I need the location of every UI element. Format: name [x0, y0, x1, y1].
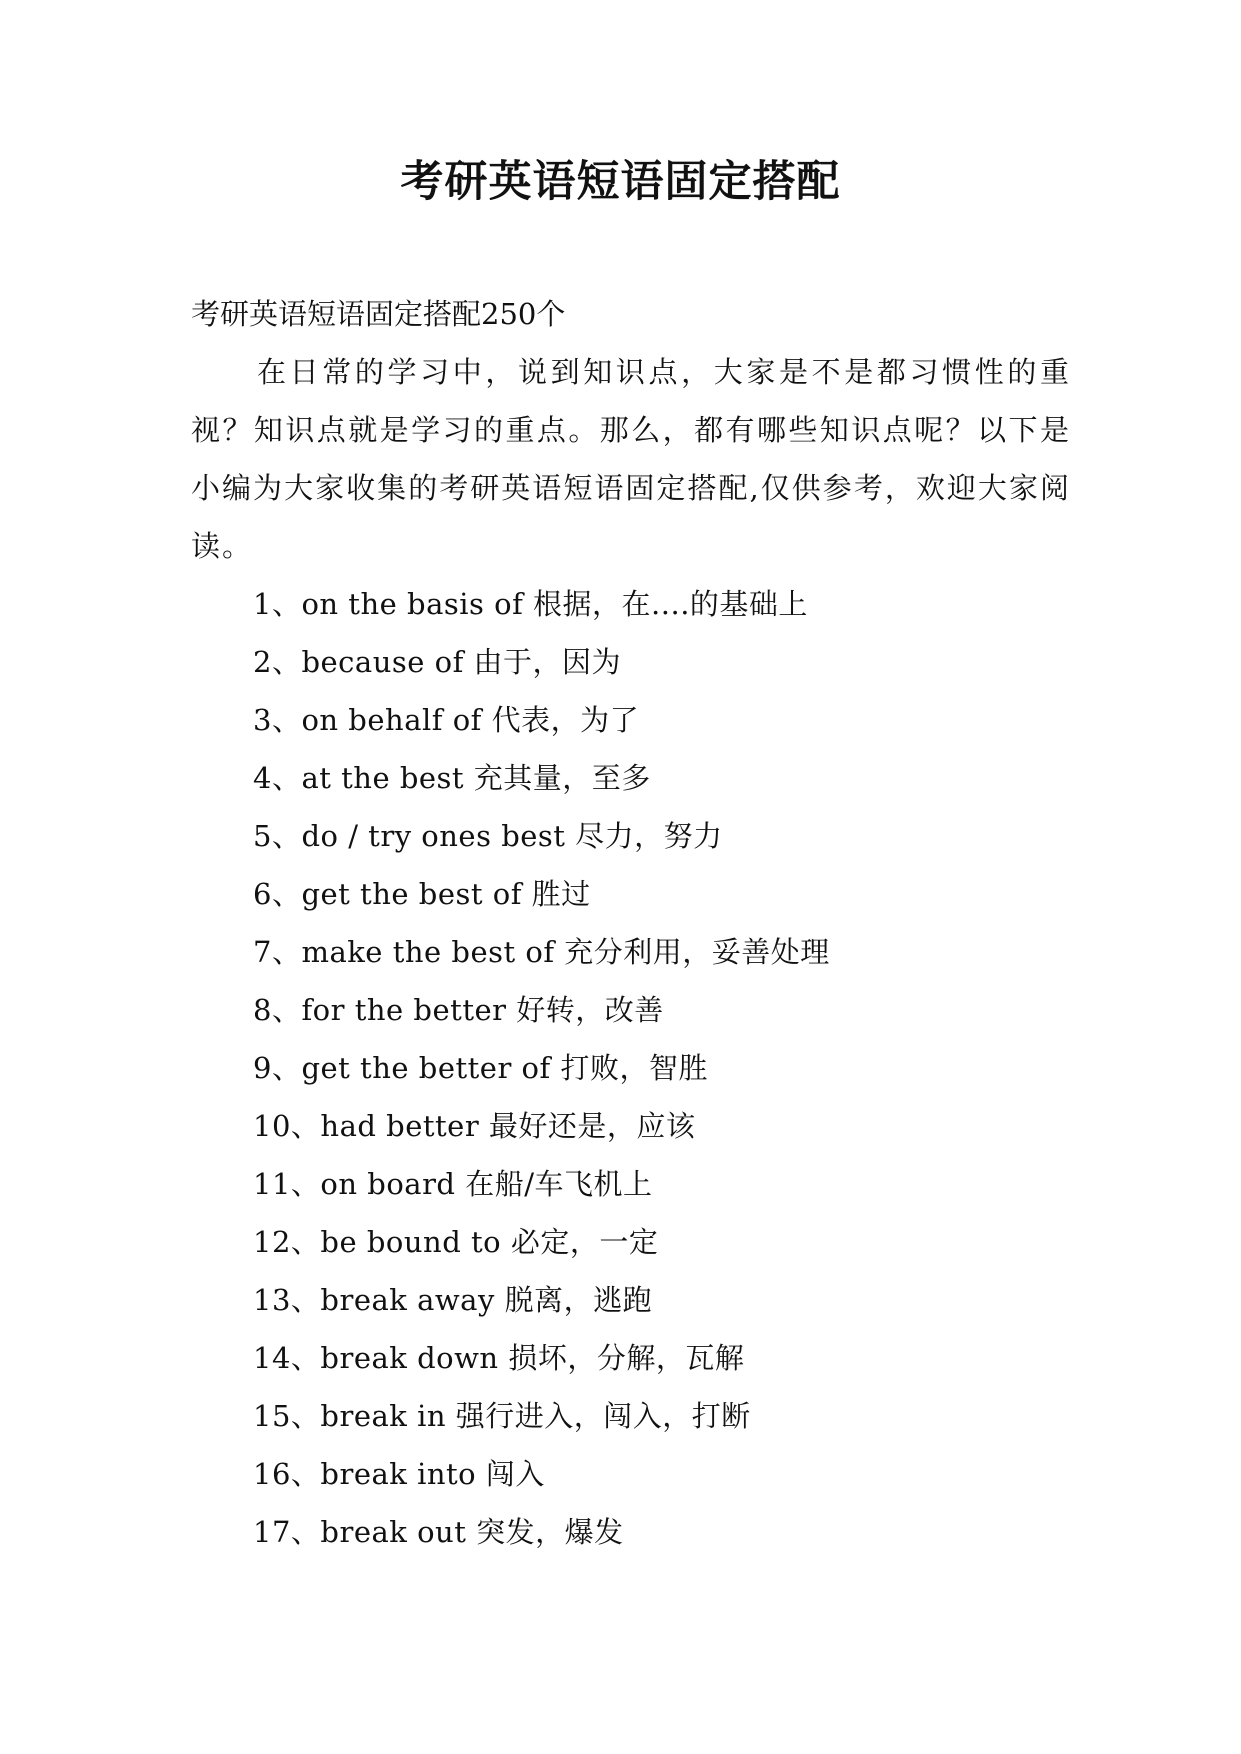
list-item: 9、get the better of 打败，智胜	[253, 1051, 708, 1085]
list-item: 11、on board 在船/车飞机上	[253, 1167, 653, 1201]
list-item: 10、had better 最好还是，应该	[253, 1109, 696, 1143]
list-item: 7、make the best of 充分利用，妥善处理	[253, 935, 830, 969]
document-body	[191, 285, 1071, 1561]
list-item: 4、at the best 充其量，至多	[253, 761, 651, 795]
list-item: 15、break in 强行进入，闯入，打断	[253, 1399, 751, 1433]
phrase-list	[191, 575, 1071, 1561]
list-item: 14、break down 损坏，分解，瓦解	[253, 1341, 745, 1375]
list-item: 12、be bound to 必定，一定	[253, 1225, 659, 1259]
document-title: 考研英语短语固定搭配	[400, 157, 841, 207]
list-item: 5、do / try ones best 尽力，努力	[253, 819, 723, 853]
list-item: 2、because of 由于，因为	[253, 645, 622, 679]
list-item: 16、break into 闯入	[253, 1457, 545, 1491]
list-item: 3、on behalf of 代表，为了	[253, 703, 640, 737]
list-item: 17、break out 突发，爆发	[253, 1515, 624, 1549]
list-item: 8、for the better 好转，改善	[253, 993, 664, 1027]
list-item: 13、break away 脱离，逃跑	[253, 1283, 653, 1317]
intro-paragraph: 在日常的学习中，说到知识点，大家是不是都习惯性的重视？知识点就是学习的重点。那么，都有哪些知识点呢？以下是小编为大家收集的考研英语短语固定搭配,仅供参考，欢迎大家阅读。	[191, 355, 1071, 563]
document-subtitle: 考研英语短语固定搭配250个	[191, 297, 566, 331]
list-item: 1、on the basis of 根据，在....的基础上	[253, 587, 808, 621]
list-item: 6、get the best of 胜过	[253, 877, 591, 911]
